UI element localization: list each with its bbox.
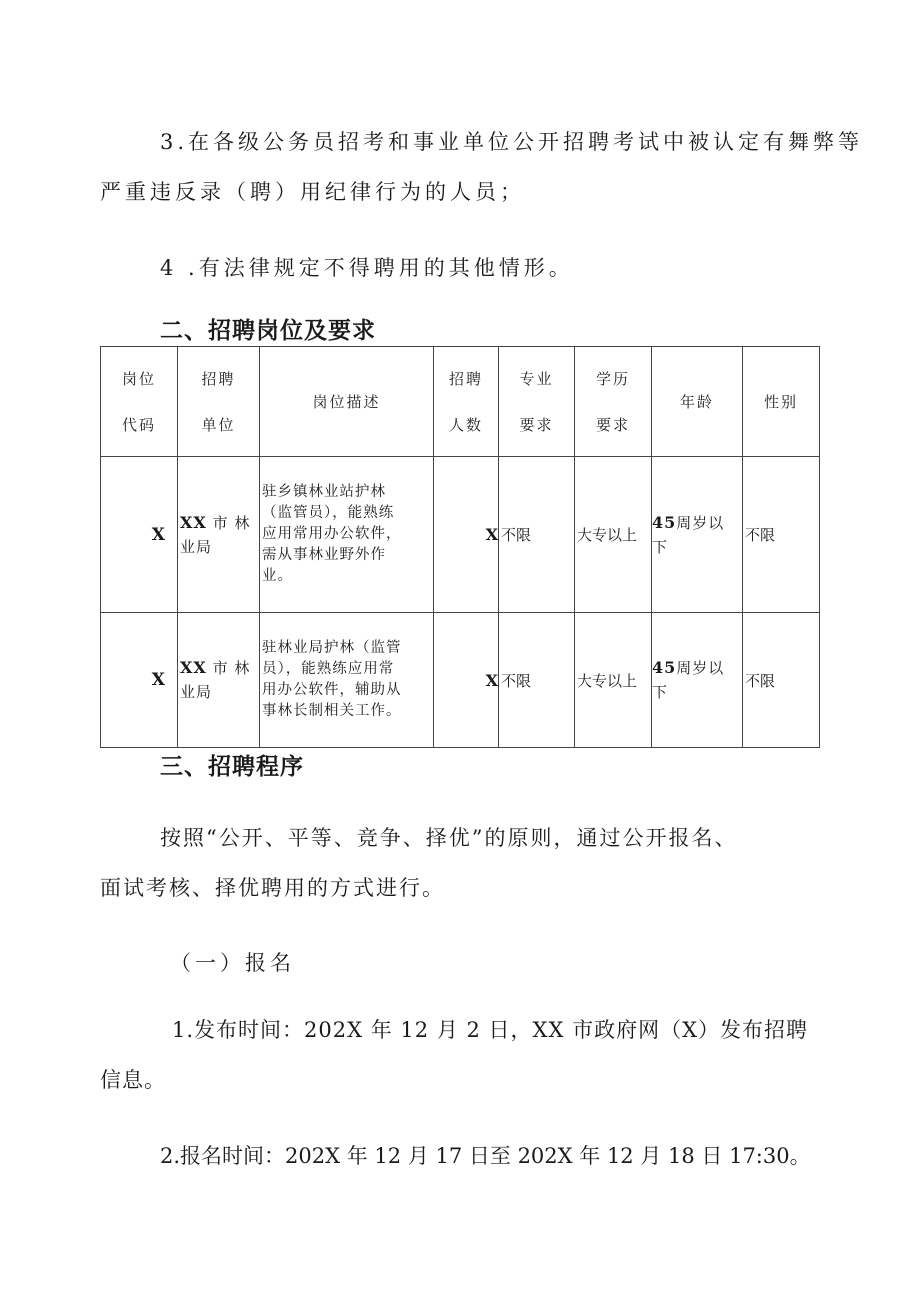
table-header-row — [101, 347, 820, 457]
cell-gender: 不限 — [743, 457, 820, 613]
cell-age: 45周岁以 下 — [652, 457, 743, 613]
table-row — [101, 457, 820, 613]
cell-major: 不限 — [499, 457, 575, 613]
registration-item1-line1: 1.发布时间：202X 年 12 月 2 日，XX 市政府网（X）发布招聘 — [172, 1018, 809, 1042]
cell-count: X — [434, 613, 499, 748]
section3-title: 三、招聘程序 — [160, 754, 304, 780]
subsection-registration: （一）报名 — [170, 951, 295, 975]
header-gender: 性别 — [743, 347, 820, 457]
intro-line2: 面试考核、择优聘用的方式进行。 — [100, 876, 445, 900]
header-unit: 招聘 单位 — [178, 347, 260, 457]
header-edu: 学历 要求 — [575, 347, 652, 457]
cell-gender: 不限 — [743, 613, 820, 748]
cell-unit: XX 市 林 业局 — [178, 613, 260, 748]
jobs-table — [100, 346, 820, 748]
cell-edu: 大专以上 — [575, 613, 652, 748]
cell-desc: 驻林业局护林（监管 员），能熟练应用常 用办公软件，辅助从 事林长制相关工作。 — [260, 613, 434, 748]
cell-count: X — [434, 457, 499, 613]
header-age: 年龄 — [652, 347, 743, 457]
cell-unit: XX 市 林 业局 — [178, 457, 260, 613]
header-code: 岗位 代码 — [101, 347, 178, 457]
cell-age: 45周岁以 下 — [652, 613, 743, 748]
item3-line1: 3.在各级公务员招考和事业单位公开招聘考试中被认定有舞弊等 — [160, 130, 864, 154]
cell-major: 不限 — [499, 613, 575, 748]
item3-line2: 严重违反录（聘）用纪律行为的人员； — [100, 180, 525, 204]
section2-title: 二、招聘岗位及要求 — [160, 318, 376, 344]
table-row — [101, 613, 820, 748]
header-desc: 岗位描述 — [260, 347, 434, 457]
intro-line1: 按照“公开、平等、竞争、择优”的原则，通过公开报名、 — [160, 826, 738, 850]
item4: 4 .有法律规定不得聘用的其他情形。 — [160, 256, 574, 280]
cell-desc: 驻乡镇林业站护林 （监管员），能熟练 应用常用办公软件， 需从事林业野外作 业。 — [260, 457, 434, 613]
header-count: 招聘 人数 — [434, 347, 499, 457]
cell-code: X — [101, 613, 178, 748]
registration-item2: 2.报名时间：202X 年 12 月 17 日至 202X 年 12 月 18 日 17:30。 — [160, 1144, 811, 1168]
cell-edu: 大专以上 — [575, 457, 652, 613]
registration-item1-line2: 信息。 — [100, 1068, 166, 1092]
header-major: 专业 要求 — [499, 347, 575, 457]
cell-code: X — [101, 457, 178, 613]
